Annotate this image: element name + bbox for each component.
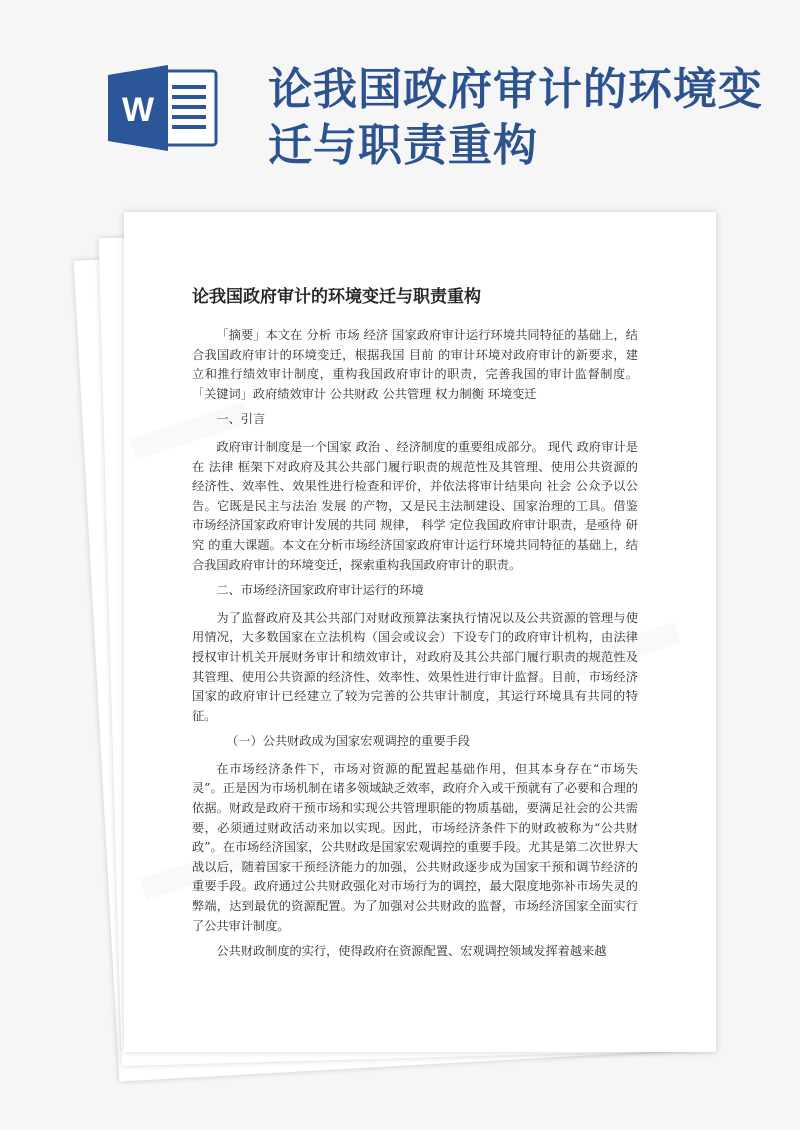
body-paragraph: 为了监督政府及其公共部门对财政预算法案执行情况以及公共资源的管理与使用情况，大多数国家在立法机构（国会或议会）下设专门的政府审计机构，由法律授权审计机关开展财务审计和绩效审计，对政府及其公共部门履行职责的规范性及其管理、使用公共资源的经济性、效率性、效果性进行审计监督。目前，市场经济国家的政府审计已经建立了较为完善的公共审计制度，其运行环境具有共同的特征。 bbox=[192, 610, 638, 723]
subsection-title: （一）公共财政成为国家宏观调控的重要手段 bbox=[226, 734, 470, 749]
body-paragraph: 政府审计制度是一个国家 政治 、经济制度的重要组成部分。 现代 政府审计是在 法律 框架下对政府及其公共部门履行职责的规范性及其管理、使用公共资源的经济性、效率性、效果性进行检查和评价，并依法将审计结果向 社会 公众予以公告。它既是民主与法治 发展 的产物，又是民主法制建设、国家治理的工具。借鉴市场经济国家政府审计发展的共同 规律， 科学 定位我国政府审计职责，是亟待 研究 的重大课题。本文在分析市场经济国家政府审计运行环境共同特征的基础上，结合我国政府审计的环境变迁，探索重构我国政府审计的职责。 bbox=[192, 439, 638, 572]
section-title: 二、市场经济国家政府审计运行的环境 bbox=[216, 583, 424, 598]
word-document-icon bbox=[108, 65, 220, 151]
document-body bbox=[192, 326, 638, 968]
page-heading: 论我国政府审计的环境变迁与职责重构 bbox=[192, 287, 481, 307]
word-icon-letter: W bbox=[121, 91, 155, 129]
body-paragraph: 在市场经济条件下，市场对资源的配置起基础作用，但其本身存在“市场失灵”。正是因为市场机制在诸多领域缺乏效率，政府介入或干预就有了必要和合理的依据。财政是政府干预市场和实现公共管理职能的物质基础，要满足社会的公共需要，必须通过财政活动来加以实现。因此，市场经济条件下的财政被称为“公共财政”。在市场经济国家，公共财政是国家宏观调控的重要手段。尤其是第二次世界大战以后，随着国家干预经济能力的加强，公共财政逐步成为国家干预和调节经济的重要手段。政府通过公共财政强化对市场行为的调控，最大限度地弥补市场失灵的弊端，达到最优的资源配置。为了加强对公共财政的监督，市场经济国家全面实行了公共审计制度。 bbox=[192, 761, 638, 933]
document-title: 论我国政府审计的环境变迁与职责重构 bbox=[268, 64, 763, 171]
abstract-paragraph: 「摘要」本文在 分析 市场 经济 国家政府审计运行环境共同特征的基础上，结合我国政府审计的环境变迁，根据我国 目前 的审计环境对政府审计的新要求，建立和推行绩效审计制度，重构我国政府审计的职责，完善我国的审计监督制度。 「关键词」政府绩效审计 公共财政 公共管理 权力制衡 环境变迁 bbox=[192, 328, 638, 401]
body-paragraph: 公共财政制度的实行，使得政府在资源配置、宏观调控领域发挥着越来越 bbox=[216, 944, 607, 959]
section-title: 一、引言 bbox=[216, 412, 266, 427]
